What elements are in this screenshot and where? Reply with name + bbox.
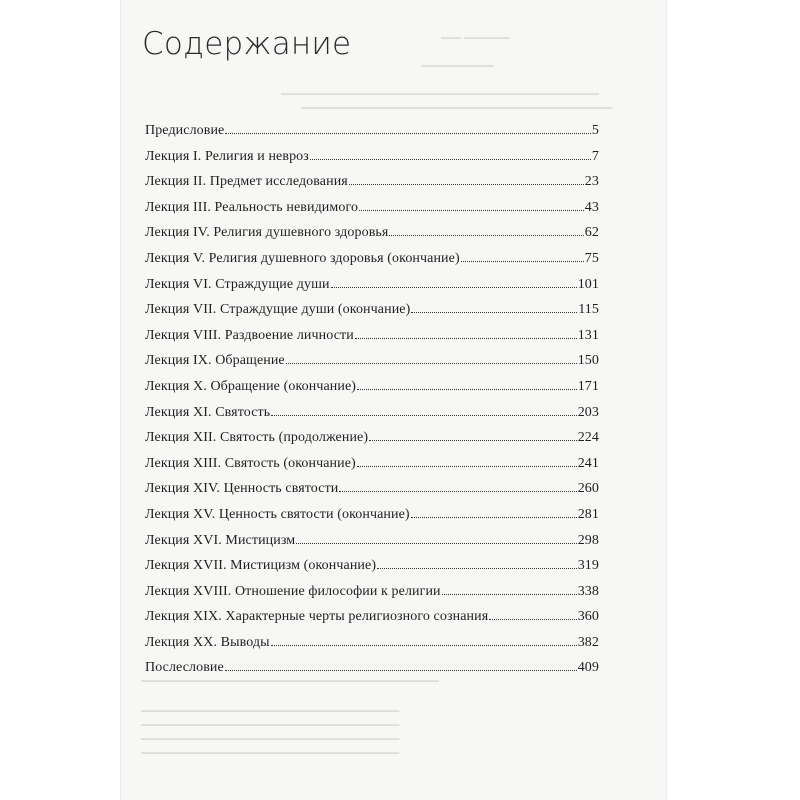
toc-entry-page: 319 [577, 558, 599, 574]
bleed-through-text: ━━━ ━━━━━━━ [441, 33, 510, 45]
toc-entry-page: 5 [591, 123, 599, 138]
toc-entry-title: Лекция XV. Ценность святости (окончание) [145, 506, 410, 522]
dot-leader [339, 491, 576, 492]
toc-entry-title: Лекция XIII. Святость (окончание) [145, 455, 356, 471]
toc-entry[interactable] [145, 246, 599, 272]
dot-leader [489, 619, 576, 620]
toc-entry[interactable] [145, 655, 599, 681]
dot-leader [225, 133, 591, 134]
toc-entry-title: Лекция III. Реальность невидимого [145, 199, 359, 215]
toc-entry[interactable] [145, 169, 599, 195]
dot-leader [461, 261, 584, 262]
dot-leader [310, 159, 591, 160]
toc-entry[interactable] [145, 144, 599, 170]
dot-leader [349, 184, 584, 185]
toc-entry-page: 62 [584, 225, 599, 241]
bleed-through-text: ━━━━━━━━━━━━━━━━━━━━━━━━━━━━━━━━━━━━━━━━━━━━━━━ [301, 103, 613, 115]
bleed-through-text: ━━━━━━━━━━━━━━━━━━━━━━━━━━━━━━━━━━━━━━━ [141, 734, 400, 746]
toc-entry-page: 298 [577, 532, 599, 548]
dot-leader [225, 670, 577, 671]
toc-entry-title: Лекция VI. Страждущие души [145, 276, 330, 292]
toc-entry-title: Лекция XVII. Мистицизм (окончание) [145, 558, 377, 574]
toc-entry[interactable] [145, 553, 599, 579]
dot-leader [359, 210, 584, 211]
toc-entry-page: 115 [578, 302, 599, 318]
page-title: Содержание [142, 26, 352, 62]
dot-leader [296, 543, 576, 544]
toc-entry[interactable] [145, 220, 599, 246]
bleed-through-text: ━━━━━━━━━━━━━━━━━━━━━━━━━━━━━━━━━━━━━━━ [141, 706, 400, 718]
toc-entry-page: 23 [584, 174, 599, 190]
toc-entry[interactable] [145, 604, 599, 630]
toc-entry-page: 131 [577, 327, 599, 343]
toc-entry-page: 75 [584, 250, 599, 266]
toc-entry-title: Лекция IV. Религия душевного здоровья [145, 225, 389, 241]
toc-entry-title: Лекция XI. Святость [145, 404, 271, 420]
toc-entry-page: 43 [584, 199, 599, 215]
dot-leader [355, 338, 577, 339]
toc-entry-page: 260 [577, 481, 599, 497]
toc-entry-page: 281 [577, 506, 599, 522]
dot-leader [377, 568, 577, 569]
dot-leader [357, 389, 577, 390]
toc-entry-title: Лекция XVIII. Отношение философии к религии [145, 583, 441, 599]
dot-leader [271, 645, 577, 646]
toc-entry[interactable] [145, 118, 599, 144]
toc-entry-page: 203 [577, 404, 599, 420]
dot-leader [286, 363, 577, 364]
dot-leader [411, 312, 577, 313]
dot-leader [357, 466, 577, 467]
toc-entry-title: Лекция VII. Страждущие души (окончание) [145, 302, 411, 318]
toc-entry-title: Лекция XX. Выводы [145, 634, 270, 650]
toc-entry-title: Лекция XIV. Ценность святости [145, 481, 339, 497]
toc-entry-title: Лекция XVI. Мистицизм [145, 532, 296, 548]
toc-entry-title: Лекция II. Предмет исследования [145, 174, 348, 190]
toc-entry[interactable] [145, 425, 599, 451]
toc-entry-title: Лекция XIX. Характерные черты религиозного сознания [145, 609, 489, 625]
dot-leader [271, 415, 576, 416]
toc-entry-page: 101 [577, 276, 599, 292]
bleed-through-text: ━━━━━━━━━━━━━━━━━━━━━━━━━━━━━━━━━━━━━━━ [141, 748, 400, 760]
toc-entry-page: 224 [577, 430, 599, 446]
table-of-contents [145, 118, 599, 681]
toc-entry-page: 338 [577, 583, 599, 599]
dot-leader [331, 287, 577, 288]
bleed-through-text: ━━━━━━━━━━━━━━━━━━━━━━━━━━━━━━━━━━━━━━━━━━━━━ [141, 676, 440, 688]
toc-entry[interactable] [145, 272, 599, 298]
toc-entry-page: 171 [577, 378, 599, 394]
toc-entry-title: Лекция XII. Святость (продолжение) [145, 430, 369, 446]
toc-entry-page: 241 [577, 455, 599, 471]
toc-entry-page: 7 [591, 148, 599, 164]
toc-entry-title: Предисловие [145, 123, 225, 138]
toc-entry-title: Лекция V. Религия душевного здоровья (окончание) [145, 250, 460, 266]
bleed-through-text: ━━━━━━━━━━━━━━━━━━━━━━━━━━━━━━━━━━━━━━━━━━━━━━━━ [281, 89, 599, 101]
toc-entry[interactable] [145, 630, 599, 656]
toc-entry[interactable] [145, 195, 599, 221]
bleed-through-text: ━━━━━━━━━━━ [421, 61, 494, 73]
toc-entry-title: Лекция X. Обращение (окончание) [145, 378, 357, 394]
toc-entry[interactable] [145, 476, 599, 502]
toc-entry[interactable] [145, 451, 599, 477]
toc-entry[interactable] [145, 400, 599, 426]
toc-entry[interactable] [145, 374, 599, 400]
toc-entry[interactable] [145, 502, 599, 528]
toc-entry-title: Лекция IX. Обращение [145, 353, 285, 369]
dot-leader [411, 517, 577, 518]
toc-entry[interactable] [145, 528, 599, 554]
toc-entry-page: 409 [577, 660, 599, 676]
toc-entry-title: Лекция I. Религия и невроз [145, 148, 309, 164]
dot-leader [369, 440, 577, 441]
bleed-through-text: ━━━━━━━━━━━━━━━━━━━━━━━━━━━━━━━━━━━━━━━ [141, 720, 400, 732]
toc-entry[interactable] [145, 323, 599, 349]
toc-entry[interactable] [145, 348, 599, 374]
toc-entry-title: Послесловие [145, 660, 224, 676]
dot-leader [389, 235, 583, 236]
toc-entry[interactable] [145, 297, 599, 323]
toc-entry-title: Лекция VIII. Раздвоение личности [145, 327, 354, 343]
dot-leader [442, 594, 577, 595]
toc-entry-page: 382 [577, 634, 599, 650]
toc-entry-page: 360 [577, 609, 599, 625]
toc-entry-page: 150 [577, 353, 599, 369]
toc-entry[interactable] [145, 579, 599, 605]
